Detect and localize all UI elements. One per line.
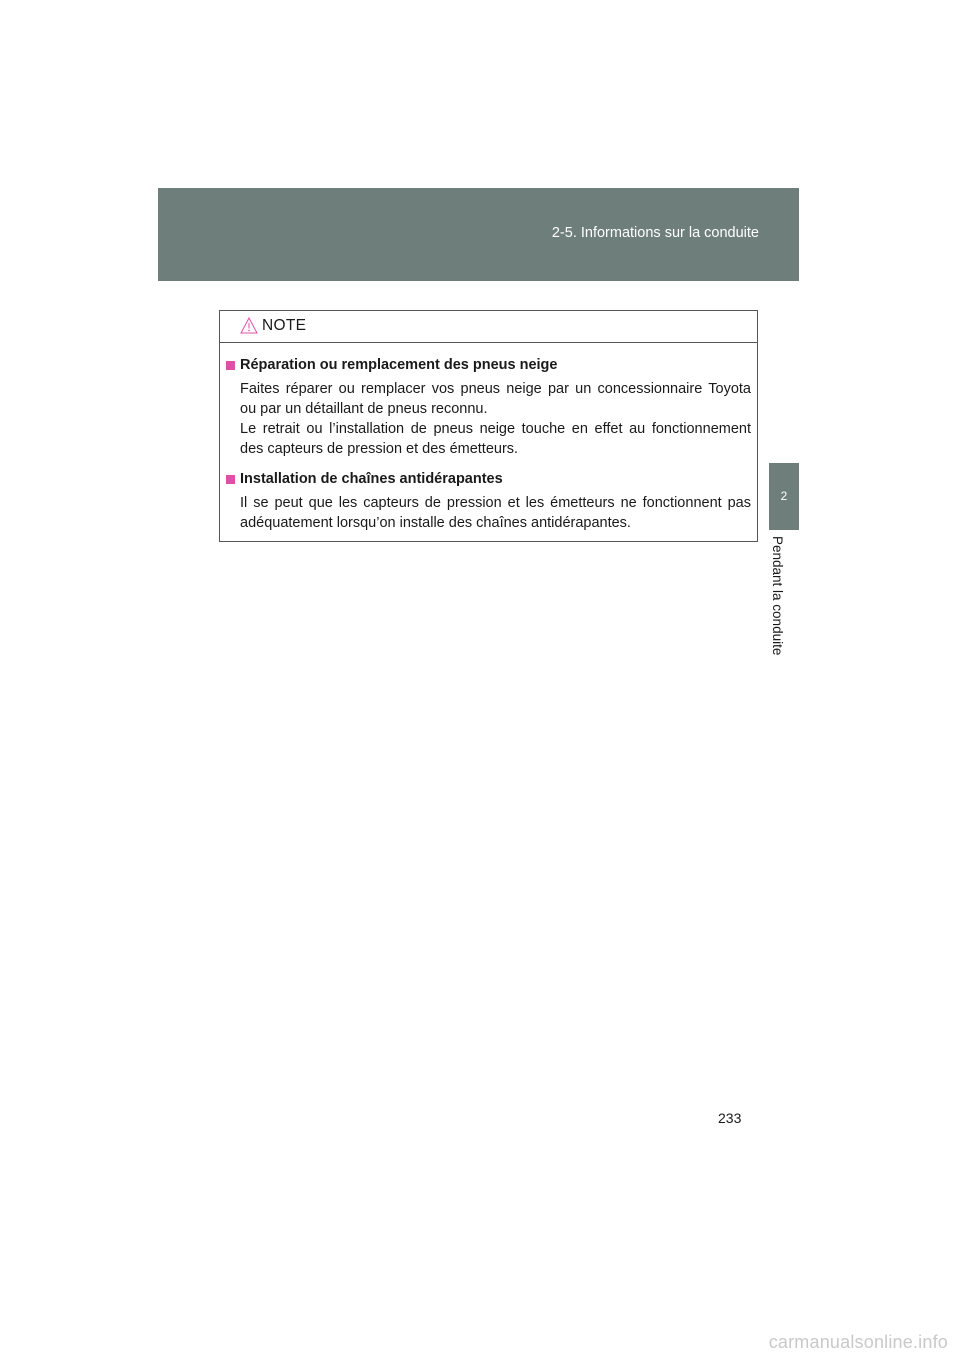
note-label: NOTE bbox=[262, 317, 307, 334]
note-section-text: Faites réparer ou remplacer vos pneus neige par un concessionnaire Toyota ou par un détaillant de pneus reconnu. Le retrait ou l’installation de pneus neige touche en effet au fonctionnement des capteurs de pression et des émetteurs. bbox=[240, 381, 751, 457]
bullet-square-icon bbox=[226, 361, 235, 370]
note-section bbox=[226, 355, 751, 459]
section-title-header: 2-5. Informations sur la conduite bbox=[551, 225, 759, 241]
note-section bbox=[226, 469, 751, 533]
note-body bbox=[220, 343, 757, 533]
chapter-tab bbox=[769, 463, 799, 530]
bullet-square-icon bbox=[226, 475, 235, 484]
chapter-label: Pendant la conduite bbox=[770, 536, 785, 656]
note-box bbox=[219, 310, 758, 542]
note-header bbox=[220, 311, 757, 343]
header-band bbox=[158, 188, 799, 281]
chapter-number: 2 bbox=[780, 489, 788, 503]
page-number: 233 bbox=[718, 1110, 742, 1126]
note-section-title: Réparation ou remplacement des pneus neige bbox=[226, 355, 751, 375]
note-section-title: Installation de chaînes antidérapantes bbox=[226, 469, 751, 489]
note-section-text: Il se peut que les capteurs de pression et les émetteurs ne fonctionnent pas adéquatement lorsqu’on installe des chaînes antidérapantes. bbox=[240, 495, 751, 531]
warning-triangle-icon bbox=[240, 317, 258, 334]
watermark: carmanualsonline.info bbox=[768, 1332, 948, 1352]
